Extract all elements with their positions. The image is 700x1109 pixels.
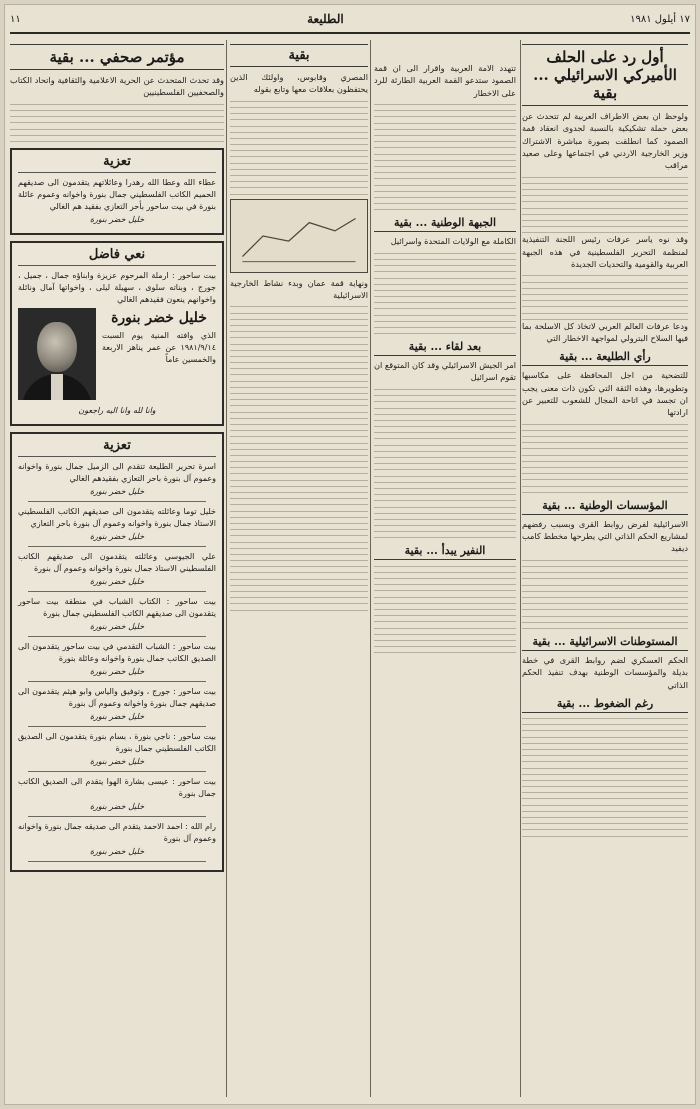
condolence-entry-signature: خليل خضر بنورة: [89, 846, 145, 856]
figure-graphic: [231, 200, 367, 272]
text-lines: [230, 306, 368, 610]
condolence-signature: خليل خضر بنورة: [89, 214, 145, 224]
condolence-text: عطاء الله وعطا الله رهدرا وعائلاتهم يتقدمون الى صديقهم الحميم الكاتب الفلسطيني جمال بنورة واخوانه وعموم عائلة بنورة في بيت ساحور بأحر التعازي بفقيد هم الغالي: [18, 177, 216, 211]
article-paragraph: ونهاية قمة عمان وبدء نشاط الخارجية الاسرائيلية: [230, 277, 368, 300]
article-paragraph: ودعا عرفات العالم العربي لاتخاذ كل الاسلحة بما فيها السلاح البترولي لمواجهة الاخطار التي: [522, 320, 688, 344]
issue-date: ١٧ أيلول ١٩٨١: [630, 13, 690, 25]
condolence-entry-signature: خليل خضر بنورة: [89, 711, 145, 721]
entry-divider: [28, 591, 206, 592]
condolence-entry-text: بيت ساحور : الشباب التقدمي في بيت ساحور يتقدمون الى الصديق الكاتب جمال بنورة واخوانه وعائلة بنورة: [18, 641, 216, 663]
entry-divider: [28, 501, 206, 502]
inset-figure: [230, 199, 368, 273]
condolence-entry-text: اسرة تحرير الطليعة تتقدم الى الزميل جمال بنورة واخوانه وعموم آل بنورة باحر التعازي بفقيدهم الغالي: [18, 461, 216, 483]
condolence-list-title: تعزية: [18, 438, 216, 457]
article-paragraph: الاسرائيلية لفرض روابط القرى وبسبب رفضهم لمشاريع الحكم الذاتي التي يطرحها مخطط كامب ديفيد: [522, 518, 688, 554]
section-heading: المؤسسات الوطنية ... بقية: [522, 499, 688, 515]
text-lines: [374, 389, 516, 539]
article-paragraph: الحكم العسكري لضم روابط القرى في خطة بديلة والمؤسسات الوطنية بهدف تنفيذ الحكم الذاتي: [522, 654, 688, 690]
condolence-entry-text: بيت ساحور : ناجي بنورة ، بسام بنورة يتقدمون الى الصديق الكاتب الفلسطيني جمال بنورة: [18, 731, 216, 753]
masthead: الطليعة: [307, 12, 344, 26]
column-rule: [370, 40, 371, 1097]
section-heading: الجبهة الوطنية ... بقية: [374, 216, 516, 232]
obituary-text: بيت ساحور : ارملة المرحوم عزيزة وابناؤه جمال ، جميل ، جورج ، وبناته سلوى ، سهيلة ليلى ، واخواتها آمال ونائلة واخوانهم ينعون فقيدهم الغالي: [18, 270, 216, 304]
condolence-list-box: [10, 432, 224, 872]
obituary-box: [10, 241, 224, 426]
section-heading: المستوطنات الاسرائيلية ... بقية: [522, 635, 688, 651]
condolence-entry-text: رام الله : احمد الاحمد يتقدم الى صديقه جمال بنورة واخوانه وعموم آل بنورة: [18, 821, 216, 843]
condolence-box: [10, 148, 224, 235]
section-heading: رغم الضغوط ... بقية: [522, 697, 688, 713]
section-headline: بقية: [230, 44, 368, 67]
condolence-entry-signature: خليل خضر بنورة: [89, 576, 145, 586]
condolence-entry-text: علي الجيوسي وعائلته يتقدمون الى صديقهم الكاتب الفلسطيني الاستاذ جمال بنورة واخوانه وعموم آل بنورة: [18, 551, 216, 573]
condolence-title: تعزية: [18, 154, 216, 173]
obituary-details: الذي وافته المنية يوم السبت ١٩٨١/٩/١٤ عن عمر يناهز الاربعة والخمسين عاماً: [102, 330, 216, 364]
section-heading: النفير يبدأ ... بقية: [374, 544, 516, 560]
column-rule: [520, 40, 521, 1097]
entry-divider: [28, 681, 206, 682]
entry-divider: [28, 816, 206, 817]
text-lines: [374, 566, 516, 654]
deceased-portrait: [18, 308, 96, 400]
section-heading: رأي الطليعة ... بقية: [522, 350, 688, 366]
article-paragraph: وقد نوه ياسر عرفات رئيس اللجنة التنفيذية لمنظمة التحرير الفلسطينية في هذه الجبهة العربية والقومية والتحديات الجديدة: [522, 234, 688, 269]
column-lead-article: [522, 40, 688, 1097]
article-paragraph: تتهدد الامة العربية واقرار الى ان قمة الصمود ستدعو القمة العربية الطارئة للرد على الاخطار: [374, 63, 516, 98]
entry-divider: [28, 726, 206, 727]
article-paragraph: الكاملة مع الولايات المتحدة واسرائيل: [390, 236, 516, 247]
text-lines: [522, 275, 688, 319]
condolence-entry-signature: خليل خضر بنورة: [89, 531, 145, 541]
column-notices: [10, 40, 224, 1097]
obituary-closing: وانا لله وانا اليه راجعون: [78, 405, 156, 415]
condolence-entry-signature: خليل خضر بنورة: [89, 486, 145, 496]
condolence-entry-signature: خليل خضر بنورة: [89, 801, 145, 811]
text-lines: [522, 177, 688, 234]
condolence-entry-text: خليل توما وعائلته يتقدمون الى صديقهم الكاتب الفلسطيني الاستاذ جمال بنورة واخوانه وعموم آل بنورة باحر التعازي: [18, 506, 216, 528]
condolence-entry-signature: خليل خضر بنورة: [89, 756, 145, 766]
column-rule: [226, 40, 227, 1097]
entry-divider: [28, 636, 206, 637]
article-paragraph: امر الجيش الاسرائيلي وقد كان المتوقع ان تقوم اسرائيل: [374, 360, 516, 383]
entry-divider: [28, 546, 206, 547]
text-lines: [10, 104, 224, 142]
deceased-name: خليل خضر بنورة: [111, 309, 207, 326]
column-continuations: [374, 40, 516, 1097]
page-number: ١١: [10, 13, 21, 25]
press-conference-headline: مؤتمر صحفي ... بقية: [10, 44, 224, 70]
text-lines: [374, 253, 516, 334]
text-lines: [522, 424, 688, 493]
entry-divider: [28, 771, 206, 772]
newspaper-page: [4, 4, 696, 1105]
section-heading: بعد لقاء ... بقية: [374, 340, 516, 356]
text-lines: [522, 718, 688, 837]
condolence-entry-text: بيت ساحور : عيسى بشارة الهوا يتقدم الى الصديق الكاتب جمال بنورة: [18, 776, 216, 798]
entry-divider: [28, 861, 206, 862]
text-lines: [374, 104, 516, 210]
column-continuations-2: [230, 40, 368, 1097]
condolence-entry-text: بيت ساحور : الكتاب الشباب في منطقة بيت ساحور يتقدمون الى صديقهم الكاتب الفلسطيني جمال بنورة: [18, 596, 216, 618]
text-lines: [230, 101, 368, 195]
article-paragraph: وقد تحدث المتحدث عن الحرية الاعلامية والثقافية واتحاد الكتاب والصحفيين الفلسطينيين: [10, 75, 224, 98]
condolence-entries: [18, 461, 216, 862]
article-paragraph: ولوحظ ان بعض الاطراف العربية لم تتحدث عن بعض حملة تشكيكية بالنسبة لجدوى انعقاد قمة الصمود كما انطلقت بصورة مباشرة الاشتراك وزير الخارجية الاردني في اجتماعها وعلى صعيد مراقب: [522, 111, 688, 171]
lead-headline: أول رد على الحلف الأميركي الاسرائيلي ... بقية: [522, 44, 688, 106]
obituary-title: نعي فاضل: [18, 247, 216, 266]
condolence-entry-signature: خليل خضر بنورة: [89, 621, 145, 631]
condolence-entry-text: بيت ساحور : جورج ، وتوفيق والياس وابو هيثم يتقدمون الى صديقهم جمال بنورة واخوانه وعموم آل بنورة: [18, 686, 216, 708]
condolence-entry-signature: خليل خضر بنورة: [89, 666, 145, 676]
article-paragraph: للتضحية من اجل المحافظة على مكاسبها وتطويرها، وهذه الثقة التي تكون ذات معنى يجب ان تجسد في اتاحة المجال للشعوب للتعبير عن ارادتها: [522, 370, 688, 418]
text-lines: [522, 560, 688, 629]
article-paragraph: المصري وقابوس، واولئك الذين يحتفظون بعلاقات معها وتابع بقوله: [230, 72, 368, 95]
page-header: [10, 6, 690, 34]
